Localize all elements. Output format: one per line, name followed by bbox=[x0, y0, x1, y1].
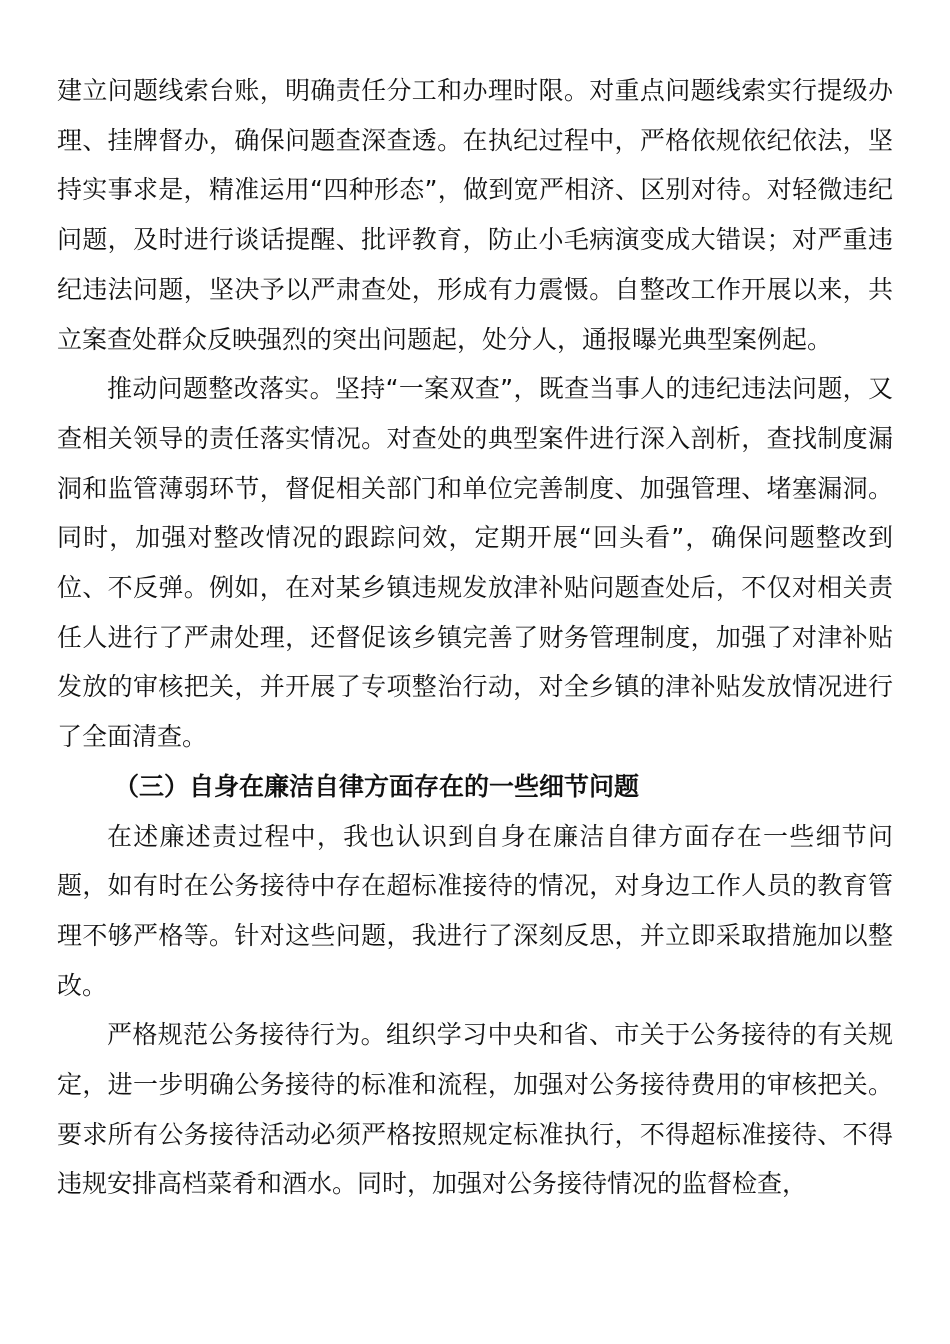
paragraph-rectification: 推动问题整改落实。坚持“一案双查”，既查当事人的违纪违法问题，又查相关领导的责任落实情况。对查处的典型案件进行深入剖析，查找制度漏洞和监管薄弱环节，督促相关部门和单位完善制度、加强管理、堵塞漏洞。同时，加强对整改情况的跟踪问效，定期开展“回头看”，确保问题整改到位、不反弹。例如，在对某乡镇违规发放津补贴问题查处后，不仅对相关责任人进行了严肃处理，还督促该乡镇完善了财务管理制度，加强了对津补贴发放的审核把关，并开展了专项整治行动，对全乡镇的津补贴发放情况进行了全面清查。 bbox=[57, 374, 893, 752]
section-heading: （三）自身在廉洁自律方面存在的一些细节问题 bbox=[114, 771, 640, 801]
paragraph-self-discipline: 在述廉述责过程中，我也认识到自身在廉洁自律方面存在一些细节问题，如有时在公务接待中存在超标准接待的情况，对身边工作人员的教育管理不够严格等。针对这些问题，我进行了深刻反思，并立即采取措施加以整改。 bbox=[57, 821, 893, 1000]
document-body bbox=[57, 66, 893, 1209]
paragraph-case-handling: 建立问题线索台账，明确责任分工和办理时限。对重点问题线索实行提级办理、挂牌督办，确保问题查深查透。在执纪过程中，严格依规依纪依法，坚持实事求是，精准运用“四种形态”，做到宽严相济、区别对待。对轻微违纪问题，及时进行谈话提醒、批评教育，防止小毛病演变成大错误；对严重违纪违法问题，坚决予以严肃查处，形成有力震慑。自整改工作开展以来，共立案查处群众反映强烈的突出问题起，处分人，通报曝光典型案例起。 bbox=[57, 76, 893, 354]
paragraph-official-reception: 严格规范公务接待行为。组织学习中央和省、市关于公务接待的有关规定，进一步明确公务接待的标准和流程，加强对公务接待费用的审核把关。要求所有公务接待活动必须严格按照规定标准执行，不得超标准接待、不得违规安排高档菜肴和酒水。同时，加强对公务接待情况的监督检查， bbox=[57, 1020, 893, 1199]
